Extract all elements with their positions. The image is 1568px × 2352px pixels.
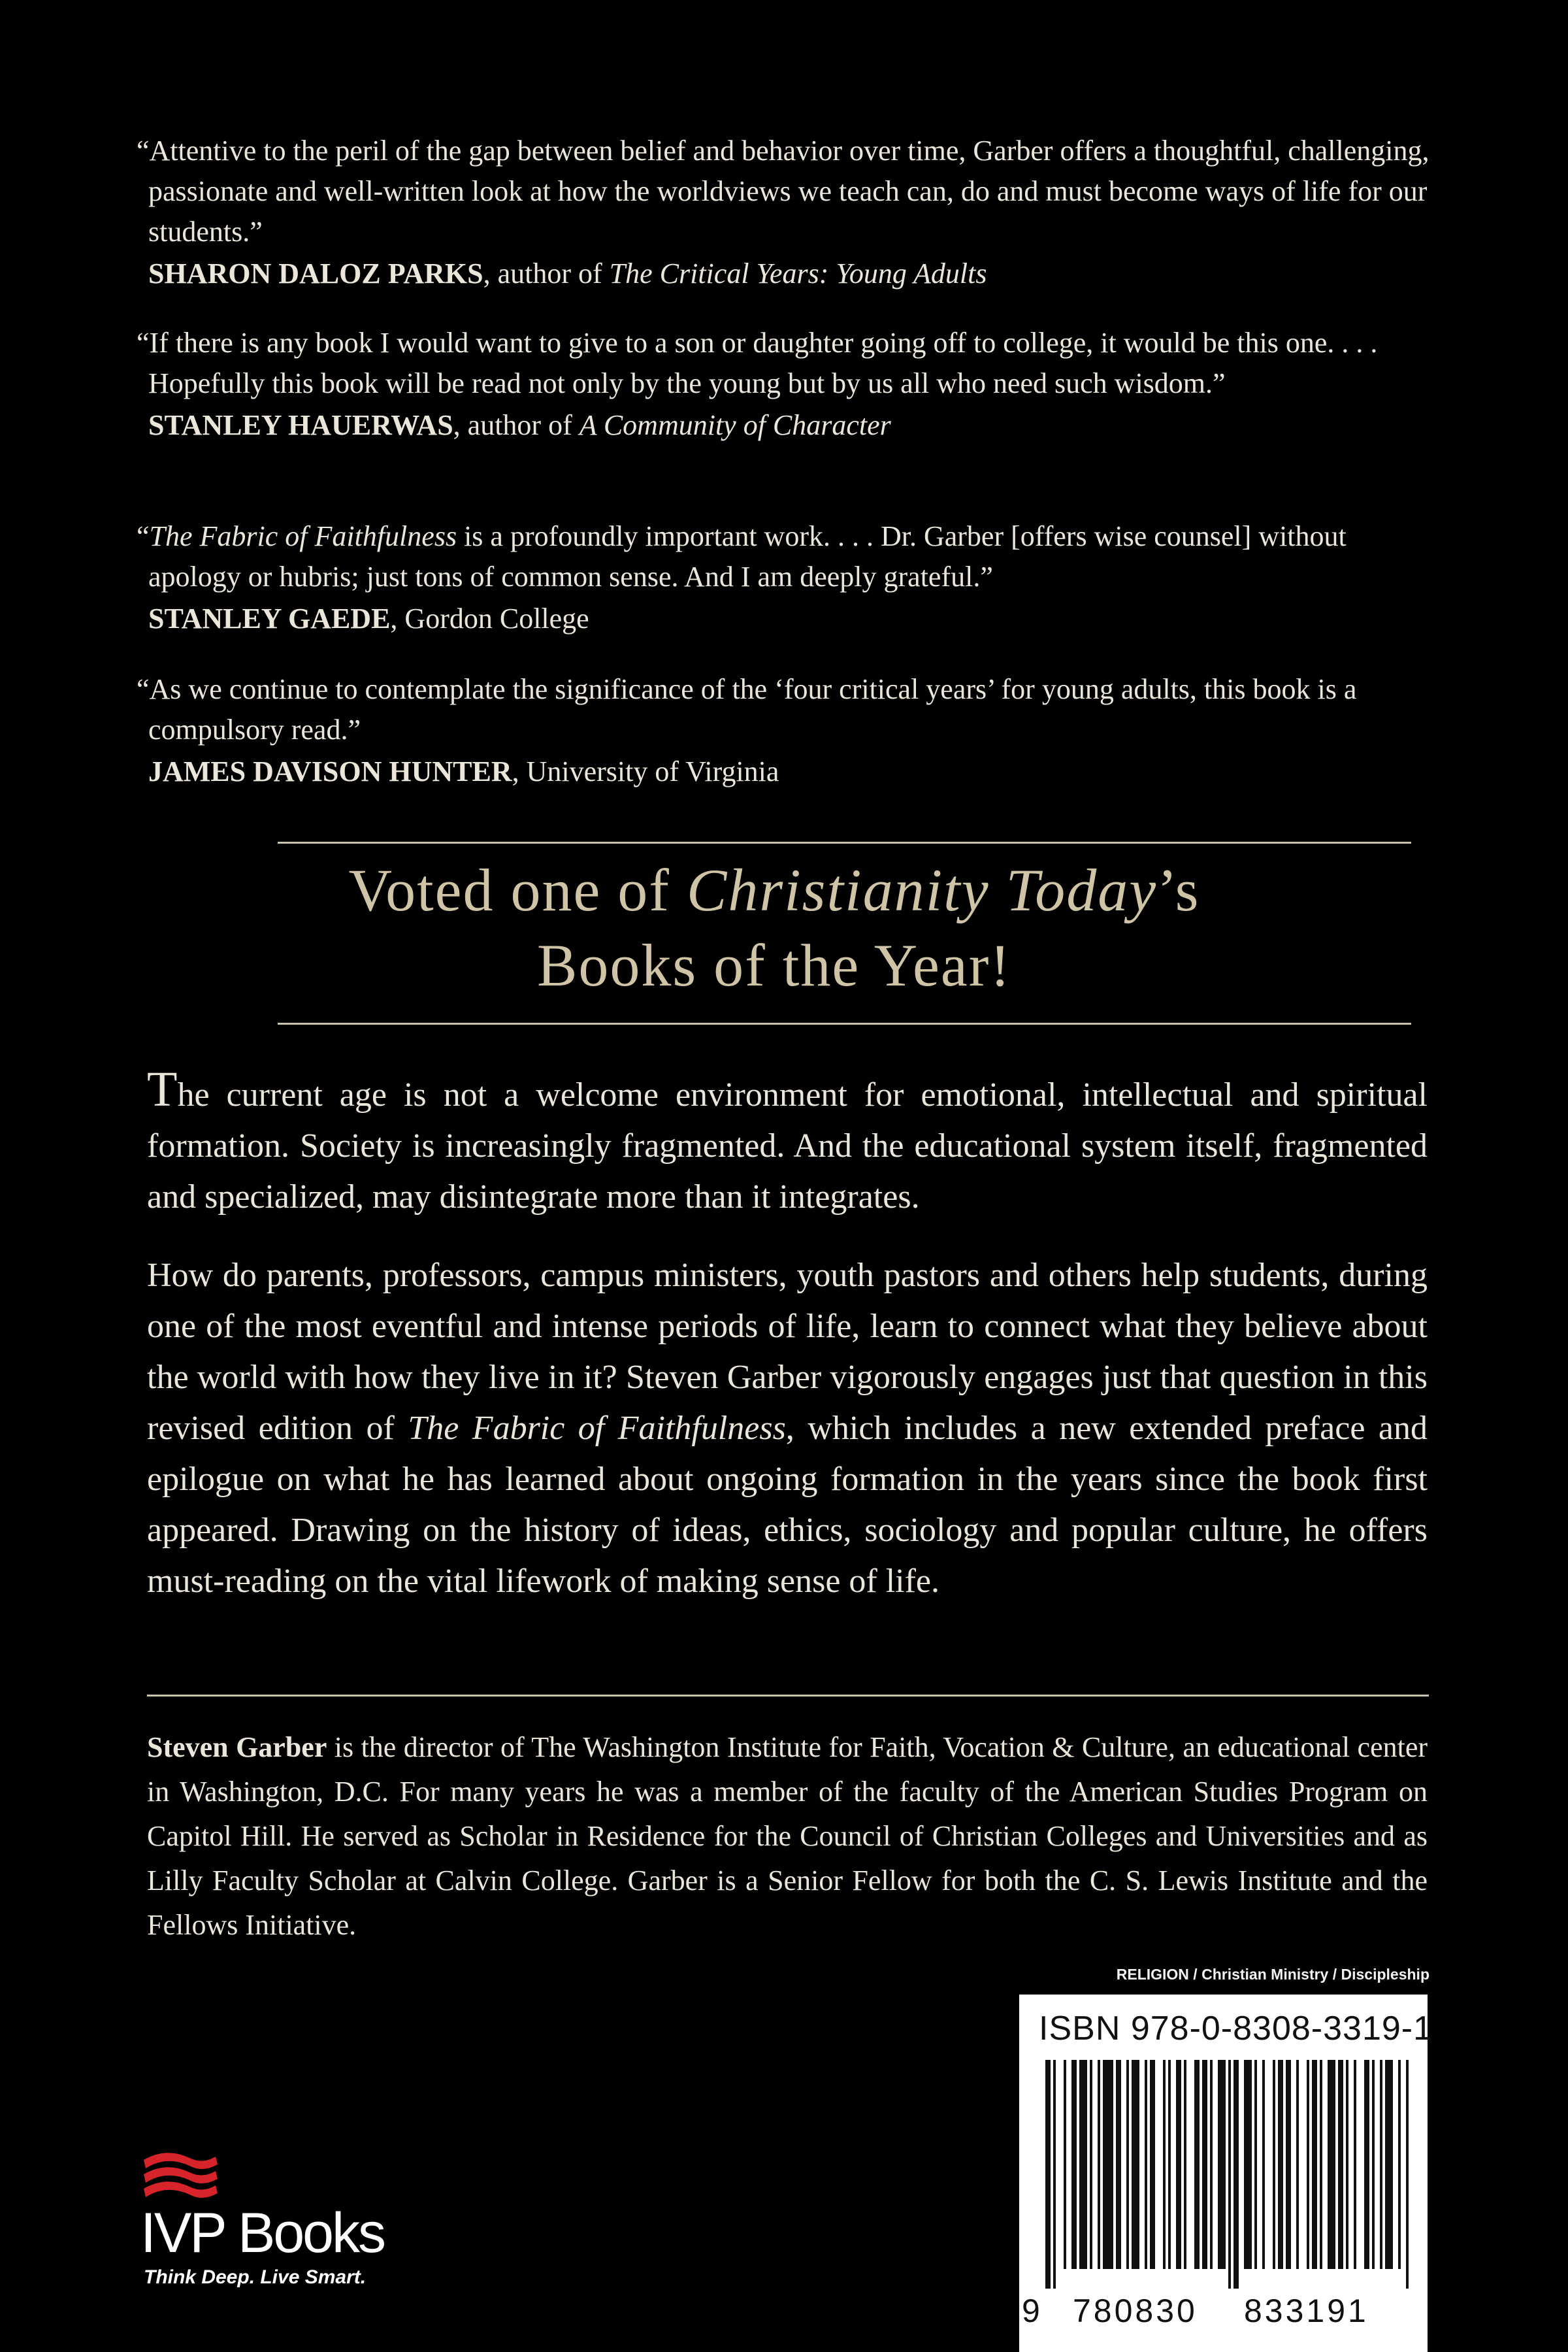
endorser-name: STANLEY HAUERWAS [148, 409, 453, 441]
barcode-bar [1312, 2060, 1317, 2269]
author-bio [147, 1725, 1428, 1947]
endorsement-2 [134, 323, 1434, 446]
barcode-bar [1168, 2060, 1171, 2269]
barcode-bar [1254, 2060, 1257, 2269]
barcode-bar [1145, 2060, 1147, 2269]
barcode-bar [1210, 2060, 1213, 2269]
barcode-bar [1406, 2060, 1409, 2289]
barcode-bar [1380, 2060, 1382, 2269]
barcode-bar [1372, 2060, 1375, 2269]
endorsement-attribution [134, 752, 1434, 792]
barcode-bar [1184, 2060, 1186, 2269]
endorsement-quote: “The Fabric of Faithfulness is a profoundly important work. . . . Dr. Garber [offers wise counsel] without apology or hubris; just tons of common sense. And I am deeply grateful.” [137, 520, 1347, 593]
endorser-affiliation: , Gordon College [390, 603, 589, 635]
barcode-bar [1286, 2060, 1291, 2269]
isbn-label: ISBN 978-0-8308-3319-1 [1039, 2010, 1433, 2047]
award-headline-line1: Voted one of Christianity Today’s [348, 857, 1200, 923]
description-paragraph-1: The current age is not a welcome environment for emotional, intellectual and spiritual formation. Society is increasingly fragmented. And the educational system itself, fragmented and specialized, may disintegrate more than it integrates. [147, 1062, 1428, 1216]
endorsement-quote: “As we continue to contemplate the significance of the ‘four critical years’ for young adults, this book is a compulsory read.” [137, 673, 1357, 746]
barcode-bar [1398, 2060, 1401, 2269]
endorser-affiliation: , author of [483, 257, 610, 290]
barcode-bar [1244, 2060, 1252, 2269]
endorsement-attribution [134, 405, 1434, 446]
barcode-bar [1116, 2060, 1121, 2269]
barcode-bar [1328, 2060, 1335, 2269]
category-label: RELIGION / Christian Ministry / Discipleship [1116, 1966, 1429, 1983]
book-title-inline: The Fabric of Faithfulness [408, 1410, 786, 1447]
endorser-affiliation: , author of [453, 409, 580, 441]
barcode-bar [1307, 2060, 1309, 2269]
barcode-bar [1354, 2060, 1356, 2269]
endorser-book-title: The Critical Years: Young Adults [609, 257, 987, 290]
endorsement-quote: “Attentive to the peril of the gap between belief and behavior over time, Garber offers a thoughtful, challenging, passionate and well-written look at how the worldviews we teach can, do and must become ways of life for our students.” [137, 135, 1429, 248]
barcode-bar [1126, 2060, 1129, 2269]
barcode-bar [1053, 2060, 1056, 2289]
barcode-bar [1296, 2060, 1299, 2269]
barcode-bar [1079, 2060, 1087, 2269]
divider-bottom [147, 1695, 1429, 1697]
endorser-name: SHARON DALOZ PARKS [148, 257, 483, 290]
endorsement-attribution [134, 599, 1434, 639]
barcode-bar [1262, 2060, 1265, 2269]
author-bio-text: is the director of The Washington Institute for Faith, Vocation & Culture, an educational center in Washington, D.C. For many years he was a member of the faculty of the American Studies Program on Capitol Hill. He served as Scholar in Residence for the Council of Christian Colleges and Universities and as Lilly Faculty Scholar at Calvin College. Garber is a Senior Fellow for both the C. S. Lewis Institute and the Fellows Initiative. [147, 1731, 1428, 1941]
barcode-bar [1278, 2060, 1283, 2269]
barcode-graphic [1045, 2060, 1411, 2289]
barcode-bar [1176, 2060, 1181, 2269]
drop-cap: T [147, 1062, 178, 1117]
barcode-bar [1150, 2060, 1155, 2269]
endorsement-attribution [134, 254, 1434, 294]
barcode-bar [1045, 2060, 1051, 2289]
award-headline-line2: Books of the Year! [537, 932, 1011, 999]
barcode-digit-first: 9 [1022, 2293, 1040, 2329]
book-description-2 [147, 1250, 1428, 1607]
barcode-bar [1338, 2060, 1343, 2269]
barcode-bar [1163, 2060, 1166, 2269]
publisher-name: IVP Books [140, 2202, 384, 2264]
barcode-bar [1098, 2060, 1100, 2269]
barcode-bar [1364, 2060, 1369, 2269]
description-paragraph-2: How do parents, professors, campus ministers, youth pastors and others help students, during one of the most eventful and intense periods of life, learn to connect what they believe about the world with how they live in it? Steven Garber vigorously engages just that question in this revised edition of The Fabric of Faithfulness, which includes a new extended preface and epilogue on what he has learned about ongoing formation in the years since the book first appeared. Drawing on the history of ideas, ethics, sociology and popular culture, he offers must-reading on the vital lifework of making sense of life. [147, 1257, 1428, 1600]
endorsement-4 [134, 669, 1434, 792]
barcode-bar [1273, 2060, 1275, 2269]
barcode-bar [1385, 2060, 1393, 2269]
author-name: Steven Garber [147, 1731, 327, 1763]
book-description [147, 1064, 1428, 1223]
barcode-bar [1071, 2060, 1077, 2269]
barcode-bar [1233, 2060, 1239, 2289]
endorsement-3 [134, 516, 1434, 639]
barcode-bar [1090, 2060, 1092, 2269]
barcode-panel [1019, 1995, 1433, 2352]
barcode-bar [1346, 2060, 1348, 2269]
endorser-name: JAMES DAVISON HUNTER [148, 755, 512, 787]
endorsement-quote: “If there is any book I would want to give to a son or daughter going off to college, it would be this one. . . . Hopefully this book will be read not only by the young but by us all who need such wisdom.” [137, 327, 1378, 399]
endorser-affiliation: , University of Virginia [512, 755, 779, 787]
barcode-bar [1202, 2060, 1207, 2269]
endorser-name: STANLEY GAEDE [148, 603, 391, 635]
endorser-book-title: A Community of Character [579, 409, 891, 441]
quoted-book-title: The Fabric of Faithfulness [149, 520, 457, 552]
barcode-digits-right: 833191 [1244, 2293, 1369, 2329]
barcode-bar [1228, 2060, 1231, 2289]
barcode-bar [1103, 2060, 1113, 2269]
barcode-bar [1218, 2060, 1226, 2269]
barcode-bar [1320, 2060, 1322, 2269]
barcode-bar [1132, 2060, 1139, 2269]
publisher-tagline: Think Deep. Live Smart. [144, 2266, 367, 2288]
barcode-bar [1064, 2060, 1066, 2269]
barcode-bar [1194, 2060, 1200, 2269]
divider-middle [278, 1023, 1411, 1025]
endorsement-1 [134, 131, 1434, 294]
award-headline [137, 853, 1411, 1003]
barcode-digits-left: 780830 [1073, 2293, 1198, 2329]
divider-top [278, 842, 1411, 844]
